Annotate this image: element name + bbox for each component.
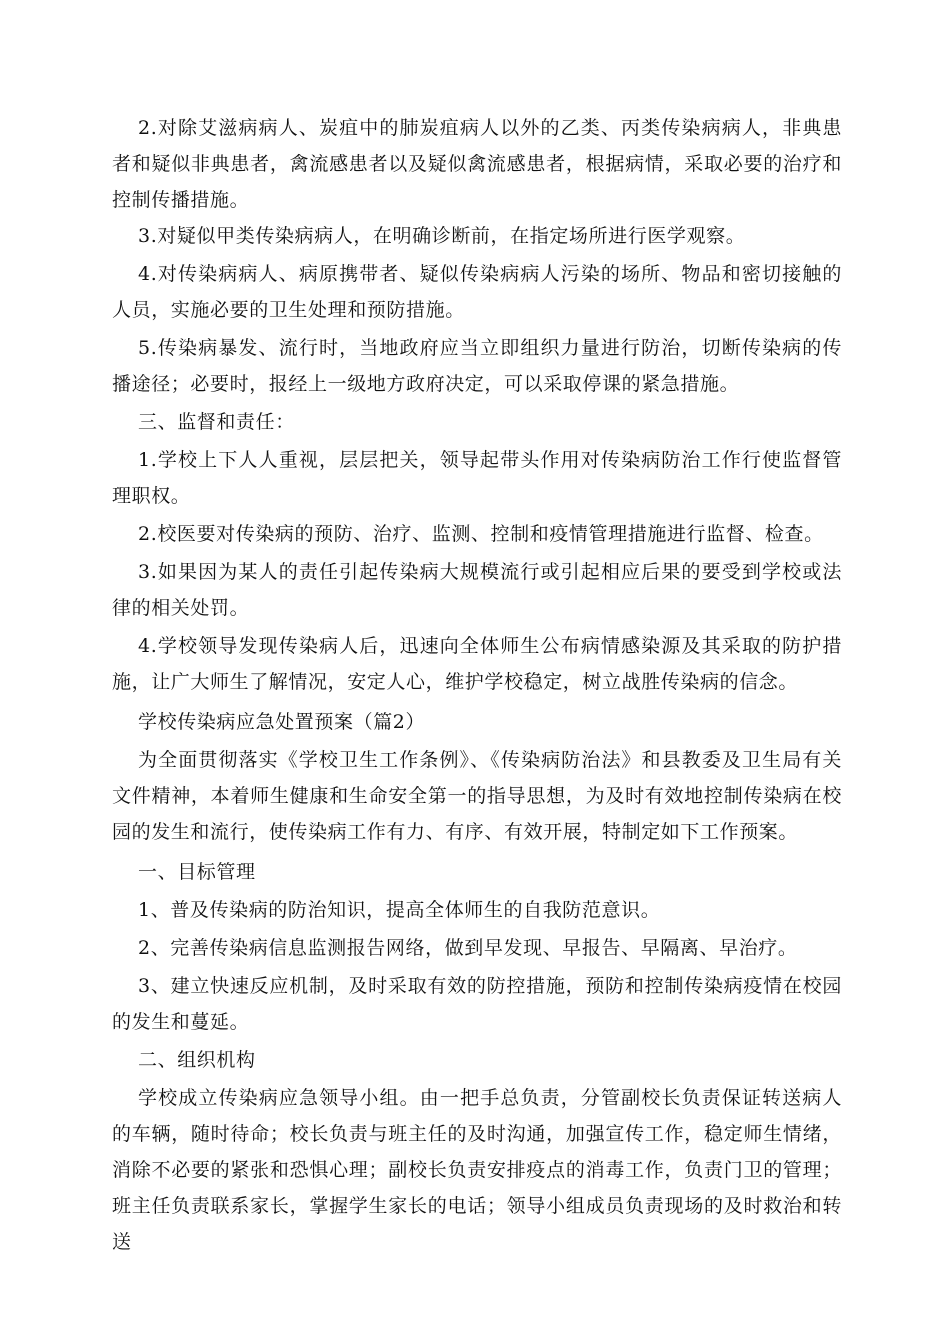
section-heading-supervision: 三、监督和责任： <box>138 411 295 433</box>
paragraph-school-doctor: 2.校医要对传染病的预防、治疗、监测、控制和疫情管理措施进行监督、检查。 <box>138 523 824 545</box>
paragraph-leadership-group: 学校成立传染病应急领导小组。由一把手总负责，分管副校长负责保证转送病人的车辆，随时待命；校长负责与班主任的及时沟通，加强宣传工作，稳定师生情绪，消除不必要的紧张和恐惧心理；副校长负责安排疫点的消毒工作，负责门卫的管理；班主任负责联系家长，掌握学生家长的电话；领导小组成员负责现场的及时救治和转送 <box>112 1087 842 1253</box>
paragraph-suspected-class-a: 3.对疑似甲类传染病病人，在明确诊断前，在指定场所进行医学观察。 <box>138 225 746 247</box>
paragraph-goal-monitoring: 2、完善传染病信息监测报告网络，做到早发现、早报告、早隔离、早治疗。 <box>138 937 798 959</box>
paragraph-announcement: 4.学校领导发现传染病人后，迅速向全体师生公布病情感染源及其采取的防护措施，让广大师生了解情况，安定人心，维护学校稳定，树立战胜传染病的信念。 <box>112 635 842 693</box>
paragraph-treatment-class-b-c: 2.对除艾滋病病人、炭疽中的肺炭疽病人以外的乙类、丙类传染病病人，非典患者和疑似非典患者，禽流感患者以及疑似禽流感患者，根据病情，采取必要的治疗和控制传播措施。 <box>112 117 842 211</box>
paragraph-goal-response: 3、建立快速反应机制，及时采取有效的防控措施，预防和控制传染病疫情在校园的发生和蔓延。 <box>112 975 842 1033</box>
paragraph-leadership-supervision: 1.学校上下人人重视，层层把关，领导起带头作用对传染病防治工作行使监督管理职权。 <box>112 449 842 507</box>
section-heading-goals: 一、目标管理 <box>138 861 256 883</box>
paragraph-accountability: 3.如果因为某人的责任引起传染病大规模流行或引起相应后果的要受到学校或法律的相关处罚。 <box>112 561 842 619</box>
paragraph-disinfection-measures: 4.对传染病病人、病原携带者、疑似传染病病人污染的场所、物品和密切接触的人员，实施必要的卫生处理和预防措施。 <box>112 263 842 321</box>
section-heading-organization: 二、组织机构 <box>138 1049 256 1071</box>
paragraph-outbreak-response: 5.传染病暴发、流行时，当地政府应当立即组织力量进行防治，切断传染病的传播途径；必要时，报经上一级地方政府决定，可以采取停课的紧急措施。 <box>112 337 842 395</box>
paragraph-plan-purpose: 为全面贯彻落实《学校卫生工作条例》、《传染病防治法》和县教委及卫生局有关文件精神，本着师生健康和生命安全第一的指导思想，为及时有效地控制传染病在校园的发生和流行，使传染病工作有力、有序、有效开展，特制定如下工作预案。 <box>112 749 842 843</box>
paragraph-goal-knowledge: 1、普及传染病的防治知识，提高全体师生的自我防范意识。 <box>138 899 661 921</box>
section-title-plan-2: 学校传染病应急处置预案（篇2） <box>138 711 426 733</box>
